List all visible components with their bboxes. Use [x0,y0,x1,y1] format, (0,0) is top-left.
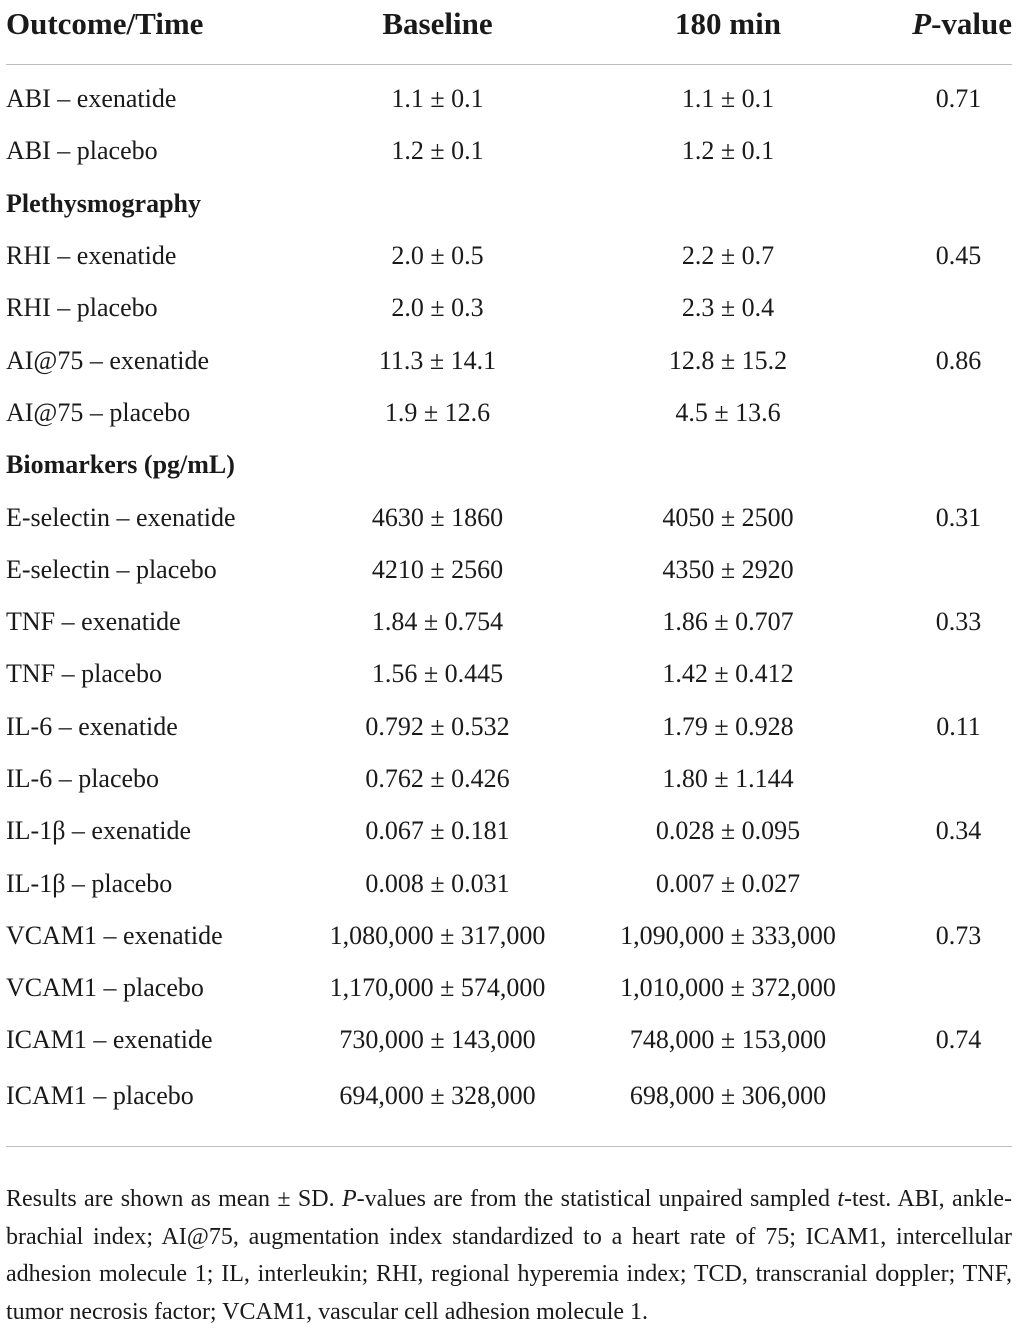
baseline-cell: 1.9 ± 12.6 [384,397,491,427]
table-row [6,125,1012,177]
table-row [6,387,1012,439]
footnote-part3: -test. ABI, ankle-brachial index; AI@75, augmentation index standardized to a heart rate of 75; ICAM1, intercellular adhesion molecule 1; IL, interleukin; RHI, regional hyperemia index; TCD, transcranial doppler; TNF, tumor necrosis factor; VCAM1, vascular cell adhesion molecule 1. [6,1186,1012,1325]
row-label: IL-1β – exenatide [6,816,192,846]
p-value-cell [867,387,1012,439]
row-label: TNF – placebo [6,659,162,689]
table-row [6,282,1012,334]
row-label: ABI – exenatide [6,84,177,114]
p-value-cell [867,1067,1012,1147]
row-label: IL-1β – placebo [6,868,173,898]
min180-cell: 748,000 ± 153,000 [629,1025,827,1055]
baseline-cell: 730,000 ± 143,000 [339,1025,536,1055]
p-value-cell: 0.45 [935,241,982,271]
min180-cell: 1.79 ± 0.928 [662,711,794,741]
baseline-cell: 2.0 ± 0.3 [391,293,484,323]
baseline-cell: 1,170,000 ± 574,000 [329,973,546,1003]
row-label: ICAM1 – placebo [6,1067,286,1147]
row-label: AI@75 – placebo [6,397,191,427]
footnote-p-italic: P [341,1186,357,1212]
min180-cell: 1.80 ± 1.144 [662,764,794,793]
header-p-italic: P [912,6,932,41]
baseline-cell: 1.56 ± 0.445 [371,659,504,689]
min180-cell: 1.1 ± 0.1 [681,84,775,114]
p-value-cell: 0.86 [935,345,982,375]
baseline-cell: 0.762 ± 0.426 [365,764,510,793]
section-title: Plethysmography [6,188,201,218]
table-row [6,334,1012,386]
baseline-cell: 0.008 ± 0.031 [365,868,510,898]
table-row [6,596,1012,648]
baseline-cell: 0.067 ± 0.181 [365,816,510,846]
p-value-cell [867,857,1012,909]
footnote-part1: Results are shown as mean ± SD. [6,1186,342,1212]
table-row [6,65,1012,126]
row-label: RHI – exenatide [6,241,177,271]
header-p-value [867,0,1012,65]
table-row [6,1067,1012,1147]
row-label: AI@75 – exenatide [6,345,209,375]
baseline-cell: 1.2 ± 0.1 [391,136,484,166]
p-value-cell [867,753,1012,805]
p-value-cell: 0.71 [935,84,982,114]
p-value-cell [867,282,1012,334]
table-row [6,1014,1012,1066]
row-label: VCAM1 – placebo [6,973,204,1003]
baseline-cell: 694,000 ± 328,000 [286,1067,589,1147]
table-row [6,962,1012,1014]
footnote-t-italic: t [837,1186,844,1212]
table-row [6,648,1012,700]
row-label: TNF – exenatide [6,607,181,637]
baseline-cell: 4210 ± 2560 [371,554,504,584]
min180-cell: 4350 ± 2920 [662,554,794,584]
footnote-part2: -values are from the statistical unpaired sampled [356,1186,838,1212]
min180-cell: 1.2 ± 0.1 [681,136,775,166]
min180-cell: 4050 ± 2500 [662,502,794,532]
min180-cell: 1.86 ± 0.707 [662,607,794,637]
p-value-cell [867,962,1012,1014]
header-row [6,0,1012,65]
row-label: IL-6 – exenatide [6,711,178,741]
baseline-cell: 1.1 ± 0.1 [391,84,484,114]
row-label: E-selectin – exenatide [6,502,236,532]
row-label: E-selectin – placebo [6,554,217,584]
header-180min: 180 min [589,0,867,65]
baseline-cell: 11.3 ± 14.1 [378,345,497,375]
table-row [6,544,1012,596]
row-label: ICAM1 – exenatide [6,1025,213,1055]
row-label: RHI – placebo [6,293,158,323]
p-value-cell: 0.31 [935,502,982,532]
table-body [6,65,1012,1147]
results-table [6,0,1012,1147]
row-label: VCAM1 – exenatide [6,920,223,950]
baseline-cell: 2.0 ± 0.5 [391,241,484,271]
p-value-cell: 0.33 [935,607,982,637]
section-header-row [6,178,1012,230]
p-value-cell: 0.73 [935,920,982,950]
row-label: IL-6 – placebo [6,764,160,793]
min180-cell: 1.42 ± 0.412 [662,659,794,689]
table-row [6,491,1012,543]
baseline-cell: 1.84 ± 0.754 [371,607,504,637]
min180-cell: 2.2 ± 0.7 [681,241,775,271]
p-value-cell [867,648,1012,700]
min180-cell: 2.3 ± 0.4 [681,293,775,323]
table-row [6,701,1012,753]
baseline-cell: 0.792 ± 0.532 [365,711,510,741]
p-value-cell [867,544,1012,596]
table-row [6,857,1012,909]
p-value-cell [867,125,1012,177]
p-value-cell: 0.11 [936,711,981,741]
row-label: ABI – placebo [6,136,158,166]
header-baseline: Baseline [286,0,589,65]
min180-cell: 0.007 ± 0.027 [655,868,801,898]
table-row [6,805,1012,857]
min180-cell: 1,090,000 ± 333,000 [620,920,836,950]
table-row [6,910,1012,962]
table-row [6,230,1012,282]
min180-cell: 0.028 ± 0.095 [655,816,801,846]
p-value-cell: 0.74 [935,1025,982,1055]
table-row [6,753,1012,805]
section-header-row [6,439,1012,491]
section-title: Biomarkers (pg/mL) [6,450,235,480]
table-footnote [6,1181,1012,1331]
p-value-cell: 0.34 [935,816,982,846]
min180-cell: 1,010,000 ± 372,000 [620,973,836,1003]
min180-cell: 698,000 ± 306,000 [589,1067,867,1147]
min180-cell: 4.5 ± 13.6 [675,397,781,427]
header-outcome: Outcome/Time [6,0,286,65]
baseline-cell: 4630 ± 1860 [371,502,504,532]
header-p-rest: -value [931,6,1012,41]
baseline-cell: 1,080,000 ± 317,000 [329,920,546,950]
min180-cell: 12.8 ± 15.2 [668,345,788,375]
